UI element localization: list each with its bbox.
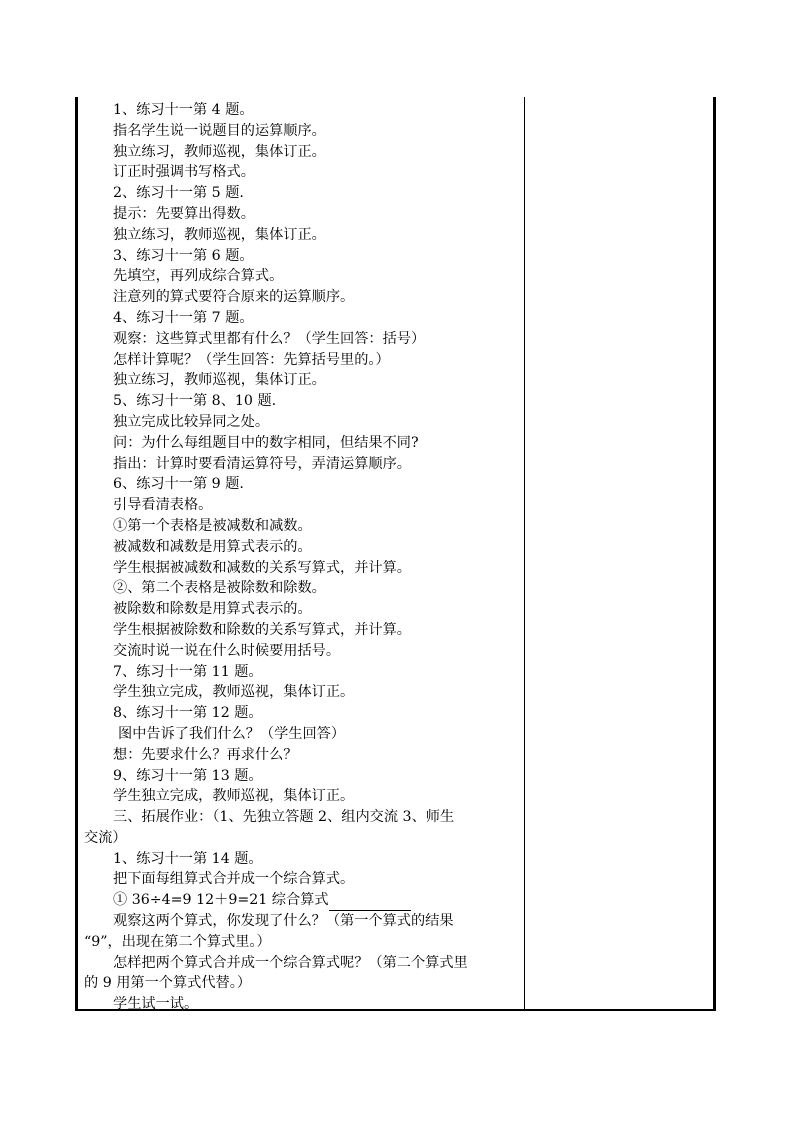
text-line: 订正时强调书写格式。: [113, 164, 255, 181]
text-line: 怎样计算呢？（学生回答：先算括号里的。）: [113, 351, 390, 368]
text-line: 独立练习，教师巡视，集体订正。: [113, 143, 326, 160]
text-line: 4、练习十一第 7 题。: [113, 309, 254, 326]
text-line: ②、第二个表格是被除数和除数。: [113, 580, 326, 597]
answer-blank: [329, 896, 411, 911]
text-line: 被除数和除数是用算式表示的。: [113, 601, 312, 618]
lesson-content-cell: [84, 100, 520, 1015]
text-line: 的 9 用第一个算式代替。）: [84, 975, 252, 992]
text-line: 学生根据被减数和减数的关系写算式，并计算。: [113, 559, 411, 576]
text-line: ①第一个表格是被减数和减数。: [113, 517, 312, 534]
table-column-divider: [524, 97, 525, 1011]
table-border-right: [713, 97, 716, 1011]
text-line: 观察：这些算式里都有什么？（学生回答：括号）: [113, 330, 426, 347]
text-line: 问：为什么每组题目中的数字相同，但结果不同?: [113, 434, 419, 451]
text-line: 8、练习十一第 12 题。: [113, 705, 263, 722]
text-line: 6、练习十一第 9 题.: [113, 476, 244, 493]
notes-cell: [527, 97, 711, 1007]
text-line: 学生根据被除数和除数的关系写算式，并计算。: [113, 621, 411, 638]
text-line: 想：先要求什么？再求什么？: [113, 746, 298, 763]
text-line: 把下面每组算式合并成一个综合算式。: [113, 871, 355, 888]
text-line: 指名学生说一说题目的运算顺序。: [113, 122, 326, 139]
text-line: 提示：先要算出得数。: [113, 205, 255, 222]
formula-line: [84, 890, 520, 911]
text-line: 独立练习，教师巡视，集体订正。: [113, 226, 326, 243]
text-line: 被减数和减数是用算式表示的。: [113, 538, 312, 555]
text-line: 5、练习十一第 8、10 题.: [113, 393, 277, 410]
text-line: 先填空，再列成综合算式。: [113, 268, 284, 285]
text-line: “9”，出现在第二个算式里。）: [84, 933, 271, 950]
text-line: 指出：计算时要看清运算符号，弄清运算顺序。: [113, 455, 411, 472]
text-line: 学生独立完成，教师巡视，集体订正。: [113, 684, 355, 701]
text-line: 交流）: [84, 829, 127, 846]
formula-text: ① 36÷4=9 12＋9=21 综合算式: [113, 892, 329, 909]
text-line: 2、练习十一第 5 题.: [113, 185, 244, 202]
text-line: 学生试一试。: [113, 996, 199, 1013]
text-line: 1、练习十一第 14 题。: [113, 850, 263, 867]
text-line: 观察这两个算式，你发现了什么？（第一个算式的结果: [113, 913, 454, 930]
text-line: 引导看清表格。: [113, 497, 213, 514]
table-border-left: [75, 97, 78, 1011]
text-line: 1、练习十一第 4 题。: [113, 102, 254, 118]
lesson-table: [75, 97, 716, 1011]
text-line: 三、拓展作业：（1、先独立答题 2、组内交流 3、师生: [113, 809, 455, 826]
text-line: 7、练习十一第 11 题。: [113, 663, 263, 680]
text-line: 交流时说一说在什么时候要用括号。: [113, 642, 341, 659]
text-line: 独立练习，教师巡视，集体订正。: [113, 372, 326, 389]
text-line: 学生独立完成，教师巡视，集体订正。: [113, 788, 355, 805]
text-line: 怎样把两个算式合并成一个综合算式呢？（第二个算式里: [113, 954, 468, 971]
text-line: 9、练习十一第 13 题。: [113, 767, 263, 784]
text-line: 图中告诉了我们什么？（学生回答）: [118, 725, 346, 742]
text-line: 3、练习十一第 6 题。: [113, 247, 254, 264]
text-line: 注意列的算式要符合原来的运算顺序。: [113, 289, 355, 306]
text-line: 独立完成比较异同之处。: [113, 413, 270, 430]
